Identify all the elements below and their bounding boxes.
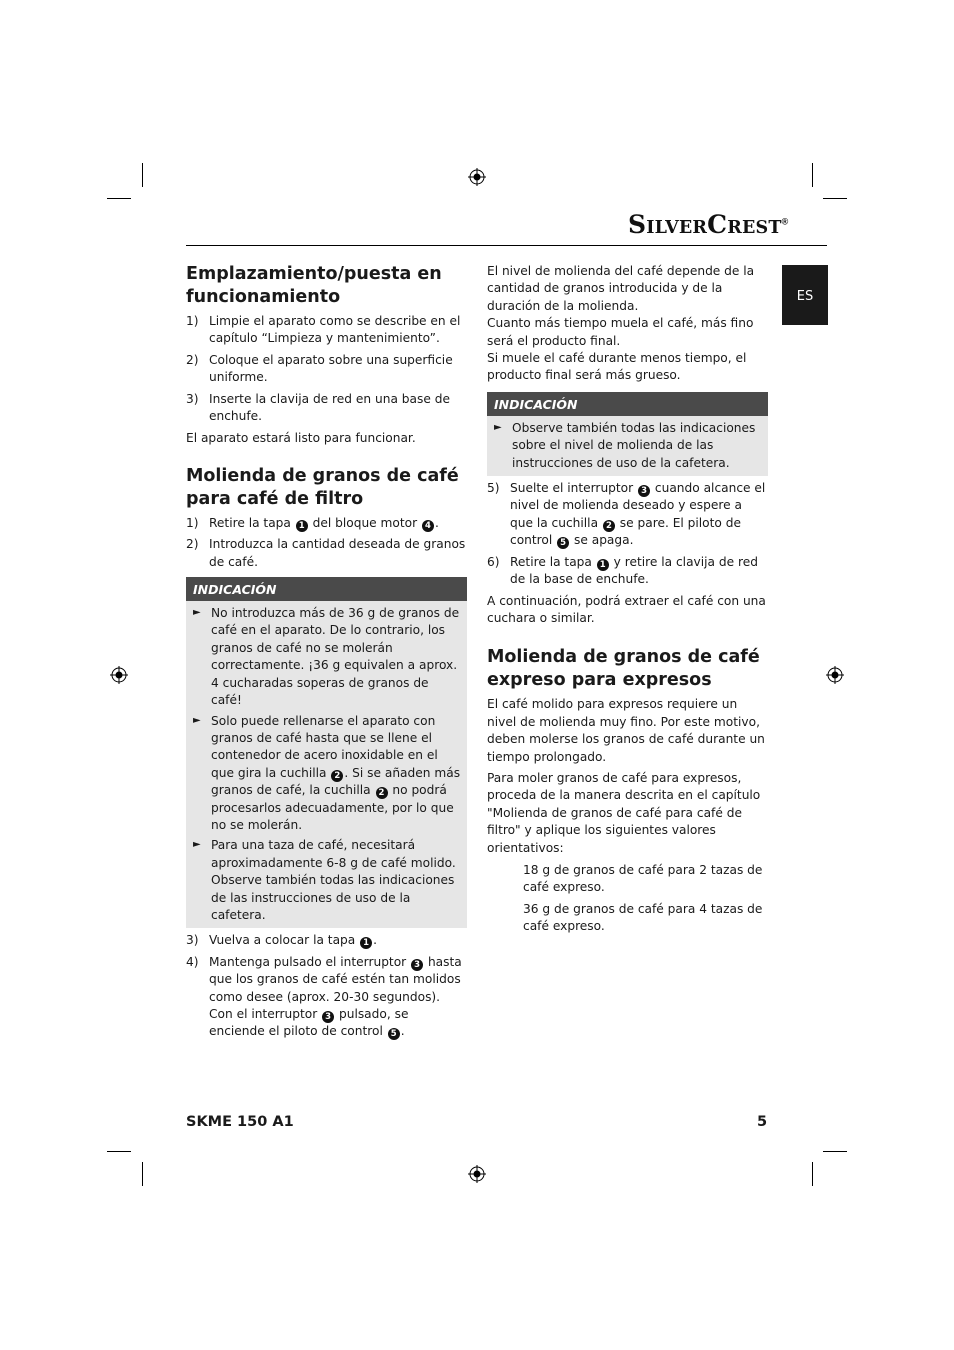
crop-mark	[142, 163, 143, 187]
paragraph: El aparato estará listo para funcionar.	[186, 431, 416, 446]
list-item: 2) Coloque el aparato sobre una superficie uniforme.	[186, 352, 453, 385]
registration-mark-icon	[110, 666, 128, 684]
bullet-item: ► Observe también todas las indicaciones sobre el nivel de molienda de las instrucciones de uso de la cafetera.	[494, 420, 756, 470]
bullet-item: ► Para una taza de café, necesitará aproximadamente 6-8 g de café molido. Observe también todas las indicaciones de las instrucciones de uso de la cafetera.	[193, 838, 456, 922]
list-item: 1) Limpie el aparato como se describe en el capítulo “Limpieza y mantenimiento”.	[186, 314, 461, 346]
number-badge: 2	[376, 787, 388, 799]
crop-mark	[142, 1162, 143, 1186]
model-number: SKME 150 A1	[186, 1114, 294, 1130]
language-tab: ES	[782, 265, 828, 325]
section-title: Molienda de granos de café para café de filtro	[186, 465, 459, 509]
number-badge: 1	[296, 520, 308, 532]
list-item: 5) Suelte el interruptor 3 cuando alcance el nivel de molienda deseado y espere a que la cuchilla 2 se pare. El piloto de control 5 se apaga.	[487, 481, 766, 549]
number-badge: 2	[331, 770, 343, 782]
list-item: 3) Vuelva a colocar la tapa 1 .	[186, 933, 377, 949]
list-item: 6) Retire la tapa 1 y retire la clavija de red de la base de enchufe.	[487, 554, 758, 587]
section-title: Molienda de granos de café expreso para expresos	[487, 647, 760, 691]
arrow-bullet-icon: ►	[193, 607, 201, 619]
paragraph: El nivel de molienda del café depende de la cantidad de granos introducida y de la duración de la molienda.	[487, 264, 755, 313]
note-box	[186, 577, 467, 928]
list-item: 2) Introduzca la cantidad deseada de granos de café.	[186, 537, 466, 569]
note-title: INDICACIÓN	[186, 577, 467, 601]
list-item: 4) Mantenga pulsado el interruptor 3 hasta que los granos de café estén tan molidos como desee (aprox. 20-30 segundos). Con el interruptor 3 pulsado, se enciende el piloto de control 5 .	[186, 954, 462, 1040]
arrow-bullet-icon: ►	[193, 839, 201, 851]
page-number: 5	[757, 1114, 768, 1130]
paragraph: 18 g de granos de café para 2 tazas de café expreso.	[523, 862, 763, 895]
paragraph: A continuación, podrá extraer el café con una cuchara o similar.	[487, 593, 766, 625]
number-badge: 3	[411, 959, 423, 971]
paragraph: Para moler granos de café para expresos, proceda de la manera descrita en el capítulo "Molienda de granos de café para café de filtro" y aplique los siguientes valores orientativos:	[487, 770, 761, 855]
left-column	[186, 263, 467, 1041]
number-badge: 4	[422, 520, 434, 532]
crop-mark	[823, 198, 847, 199]
bullet-item: ► Solo puede rellenarse el aparato con granos de café hasta que se llene el contenedor de acero inoxidable en el que gira la cuchilla 2 . Si se añaden más granos de café, la cuchilla 2 no podrá procesarlos adecuadamente, por lo que no se molerán.	[193, 713, 461, 832]
right-column	[487, 263, 768, 936]
paragraph: El café molido para expresos requiere un nivel de molienda muy fino. Por este motivo, deben molerse los granos de café durante un tiempo prolongado.	[487, 697, 765, 764]
number-badge: 2	[603, 520, 615, 532]
note-box	[487, 392, 768, 476]
number-badge: 5	[557, 537, 569, 549]
crop-mark	[107, 1151, 131, 1152]
header-rule	[186, 245, 827, 246]
number-badge: 3	[322, 1011, 334, 1023]
number-badge: 3	[638, 485, 650, 497]
paragraph: 36 g de granos de café para 4 tazas de café expreso.	[523, 901, 763, 934]
crop-mark	[812, 1162, 813, 1186]
arrow-bullet-icon: ►	[494, 421, 502, 433]
crop-mark	[812, 163, 813, 187]
registration-mark-icon	[468, 1165, 486, 1183]
section-title: Emplazamiento/puesta en funcionamiento	[186, 264, 442, 307]
bullet-item: ► No introduzca más de 36 g de granos de café en el aparato. De lo contrario, los granos de café no se molerán correctamente. ¡36 g equivalen a aprox. 4 cucharadas soperas de granos de café!	[193, 606, 460, 708]
number-badge: 5	[388, 1028, 400, 1040]
arrow-bullet-icon: ►	[193, 714, 201, 726]
registration-mark-icon	[468, 168, 486, 186]
crop-mark	[823, 1151, 847, 1152]
list-item: 3) Inserte la clavija de red en una base de enchufe.	[186, 391, 450, 424]
brand-logo: SILVERCREST®	[628, 210, 789, 239]
crop-mark	[107, 198, 131, 199]
list-item: 1) Retire la tapa 1 del bloque motor 4 .	[186, 515, 439, 531]
number-badge: 1	[360, 937, 372, 949]
paragraph: Cuanto más tiempo muela el café, más fino será el producto final.	[487, 316, 754, 348]
number-badge: 1	[597, 559, 609, 571]
registration-mark-icon	[826, 666, 844, 684]
note-title: INDICACIÓN	[487, 392, 768, 416]
paragraph: Si muele el café durante menos tiempo, el producto final será más grueso.	[487, 351, 747, 383]
